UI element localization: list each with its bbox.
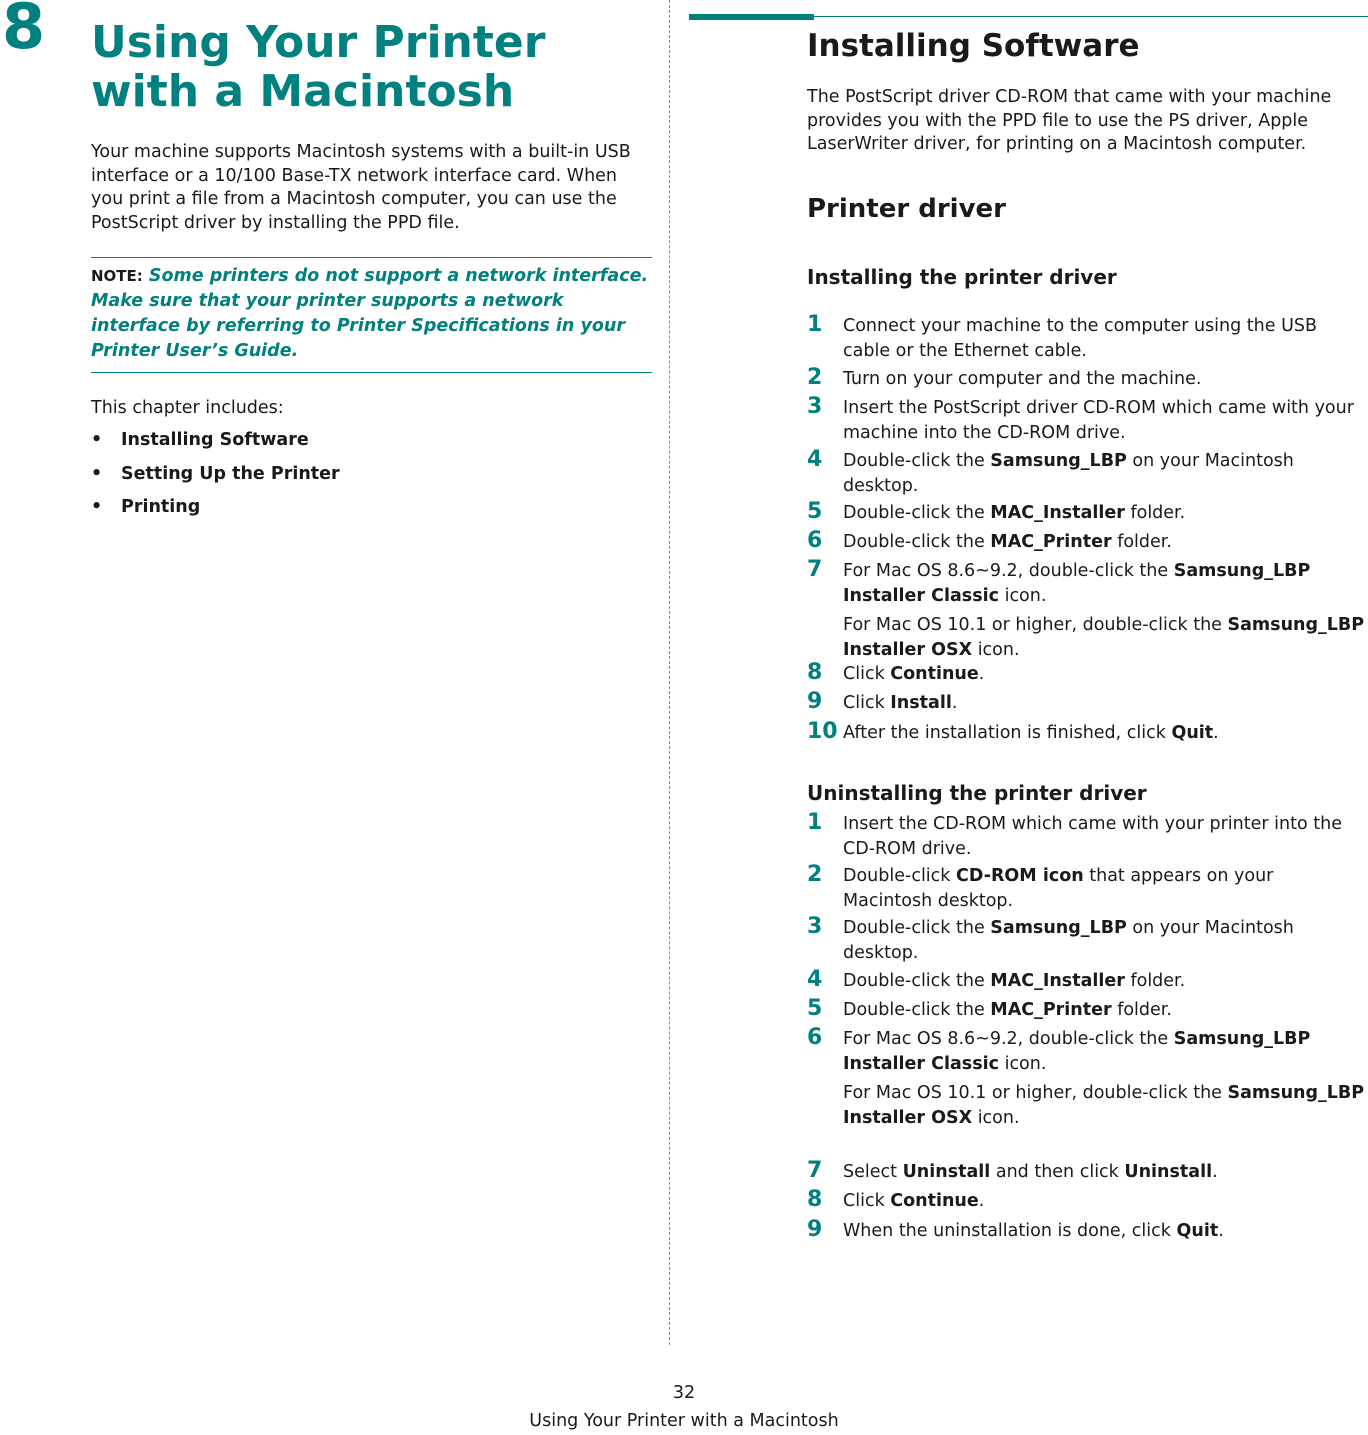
step-item xyxy=(807,396,1367,446)
step-number: 6 xyxy=(807,528,823,553)
page-number: 32 xyxy=(672,1383,696,1403)
column-divider xyxy=(669,0,670,1345)
step-item xyxy=(807,367,1367,392)
step-item xyxy=(807,1160,1367,1185)
step-text: Connect your machine to the computer using the USB cable or the Ethernet cable. xyxy=(843,316,1318,361)
step-item xyxy=(807,662,1367,687)
step-item xyxy=(807,998,1367,1023)
list-item[interactable]: • Installing Software xyxy=(91,430,309,450)
section-rule-accent xyxy=(689,14,814,20)
step-item xyxy=(807,501,1367,526)
step-text: Click Continue. xyxy=(843,1191,985,1211)
includes-label: This chapter includes: xyxy=(91,398,284,418)
step-number: 1 xyxy=(807,312,823,337)
step-item xyxy=(807,812,1367,862)
step-text: Click Continue. xyxy=(843,664,985,684)
step-item xyxy=(807,1027,1367,1131)
step-number: 9 xyxy=(807,1217,823,1242)
step-text: For Mac OS 8.6~9.2, double-click the Samsung_LBP Installer Classic icon. xyxy=(843,1029,1311,1074)
step-item xyxy=(807,314,1367,364)
step-item xyxy=(807,691,1367,716)
note-box xyxy=(91,257,652,373)
bullet-icon: • xyxy=(91,463,103,484)
step-item xyxy=(807,1189,1367,1214)
step-note: For Mac OS 10.1 or higher, double-click the Samsung_LBP Installer OSX icon. xyxy=(843,615,1365,660)
step-text: After the installation is finished, click Quit. xyxy=(843,723,1219,743)
step-text: Double-click the MAC_Installer folder. xyxy=(843,971,1186,991)
step-number: 7 xyxy=(807,557,823,582)
step-text: Insert the CD-ROM which came with your printer into the CD-ROM drive. xyxy=(843,814,1342,859)
step-number: 10 xyxy=(807,719,838,744)
step-text: Double-click the Samsung_LBP on your Macintosh desktop. xyxy=(843,918,1294,963)
step-text: When the uninstallation is done, click Quit. xyxy=(843,1221,1224,1241)
chapter-number: 8 xyxy=(2,0,46,63)
chapter-title: Using Your Printer with a Macintosh xyxy=(91,17,546,117)
step-text: Select Uninstall and then click Uninstall. xyxy=(843,1162,1218,1182)
step-text: Click Install. xyxy=(843,693,958,713)
step-number: 9 xyxy=(807,689,823,714)
step-number: 3 xyxy=(807,914,823,939)
step-number: 2 xyxy=(807,862,823,887)
uninstalling-heading: Uninstalling the printer driver xyxy=(807,781,1147,805)
step-number: 4 xyxy=(807,967,823,992)
step-text: Double-click the Samsung_LBP on your Macintosh desktop. xyxy=(843,451,1294,496)
subsection-heading: Printer driver xyxy=(807,194,1006,224)
step-text: Double-click the MAC_Installer folder. xyxy=(843,503,1186,523)
step-text: Turn on your computer and the machine. xyxy=(843,369,1202,389)
bullet-icon: • xyxy=(91,497,103,517)
list-item[interactable]: • Printing xyxy=(91,497,201,517)
note-label: NOTE: xyxy=(91,267,143,285)
section-paragraph: The PostScript driver CD-ROM that came with your machine provides you with the PPD file to use the PS driver, Apple LaserWriter driver, for printing on a Macintosh computer. xyxy=(807,87,1332,154)
step-text: Double-click CD-ROM icon that appears on your Macintosh desktop. xyxy=(843,866,1274,911)
step-text: Insert the PostScript driver CD-ROM which came with your machine into the CD-ROM drive. xyxy=(843,398,1354,443)
step-item xyxy=(807,721,1367,746)
step-number: 5 xyxy=(807,499,823,524)
step-number: 8 xyxy=(807,660,823,685)
step-text: For Mac OS 8.6~9.2, double-click the Samsung_LBP Installer Classic icon. xyxy=(843,561,1311,606)
bullet-icon: • xyxy=(91,430,103,450)
section-heading: Installing Software xyxy=(807,28,1140,64)
step-note: For Mac OS 10.1 or higher, double-click the Samsung_LBP Installer OSX icon. xyxy=(843,1083,1365,1128)
step-number: 5 xyxy=(807,996,823,1021)
chapter-intro: Your machine supports Macintosh systems with a built-in USB interface or a 10/100 Base-TX network interface card. When you print a file from a Macintosh computer, you can use the PostScript driver by installing the PPD file. xyxy=(91,142,631,233)
step-number: 8 xyxy=(807,1187,823,1212)
step-text: Double-click the MAC_Printer folder. xyxy=(843,1000,1172,1020)
step-item xyxy=(807,530,1367,555)
step-item xyxy=(807,449,1367,499)
step-number: 2 xyxy=(807,365,823,390)
step-number: 7 xyxy=(807,1158,823,1183)
step-number: 4 xyxy=(807,447,823,472)
step-number: 3 xyxy=(807,394,823,419)
chapter-contents-list xyxy=(91,430,340,531)
step-item xyxy=(807,559,1367,663)
step-item xyxy=(807,864,1367,914)
footer-title: Using Your Printer with a Macintosh xyxy=(529,1411,839,1431)
installing-heading: Installing the printer driver xyxy=(807,265,1117,289)
step-item xyxy=(807,916,1367,966)
step-text: Double-click the MAC_Printer folder. xyxy=(843,532,1172,552)
list-item[interactable]: • Setting Up the Printer xyxy=(91,463,340,484)
note-text: Some printers do not support a network interface. Make sure that your printer supports a network interface by referring to Printer Specifications in your Printer User’s Guide. xyxy=(91,266,649,361)
step-number: 6 xyxy=(807,1025,823,1050)
step-item xyxy=(807,969,1367,994)
step-number: 1 xyxy=(807,810,823,835)
step-item xyxy=(807,1219,1367,1244)
